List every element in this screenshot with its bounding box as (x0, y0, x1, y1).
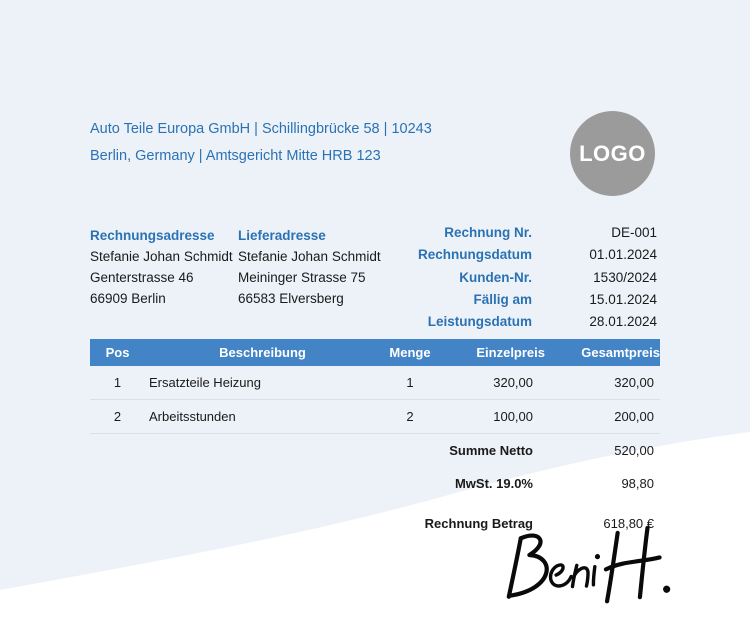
shipping-address-street: Meininger Strasse 75 (238, 270, 366, 285)
vat-value: 98,80 (621, 476, 654, 491)
vat-row (90, 467, 660, 500)
cell-description: Arbeitsstunden (145, 400, 380, 434)
shipping-address-name: Stefanie Johan Schmidt (238, 249, 381, 264)
invoice-number-value: DE-001 (611, 225, 657, 240)
signature-handwriting (490, 519, 683, 621)
meta-row-invoice-number (370, 225, 657, 247)
billing-address-city: 66909 Berlin (90, 291, 166, 306)
invoice-date-value: 01.01.2024 (589, 247, 657, 263)
cell-pos: 2 (90, 400, 145, 434)
net-total-row (90, 434, 660, 468)
meta-row-service-date (370, 314, 657, 336)
meta-row-customer-number (370, 270, 657, 292)
table-row (90, 366, 660, 400)
grand-total-label: Rechnung Betrag (424, 516, 533, 531)
due-date-label: Fällig am (473, 291, 532, 307)
net-total-label: Summe Netto (449, 443, 533, 458)
cell-total-price: 200,00 (545, 400, 660, 434)
cell-quantity: 1 (380, 366, 440, 400)
logo-text: LOGO (579, 140, 646, 166)
company-logo (570, 111, 655, 196)
col-header-total-price: Gesamtpreis (545, 339, 660, 366)
shipping-address (238, 225, 381, 309)
cell-total-price: 320,00 (545, 366, 660, 400)
shipping-address-city: 66583 Elversberg (238, 291, 344, 306)
company-info (90, 116, 432, 170)
col-header-description: Beschreibung (145, 339, 380, 366)
meta-row-due-date (370, 292, 657, 314)
billing-address-title: Rechnungsadresse (90, 228, 215, 243)
col-header-quantity: Menge (380, 339, 440, 366)
billing-address (90, 225, 233, 309)
due-date-value: 15.01.2024 (589, 291, 657, 307)
table-row (90, 400, 660, 434)
meta-row-invoice-date (370, 247, 657, 269)
invoice-meta (370, 225, 657, 336)
grand-total-value: 618,80 € (603, 516, 654, 531)
line-items-table (90, 339, 660, 540)
col-header-pos: Pos (90, 339, 145, 366)
customer-number-value: 1530/2024 (593, 269, 657, 285)
cell-quantity: 2 (380, 400, 440, 434)
net-total-value: 520,00 (614, 443, 654, 458)
table-header-row (90, 339, 660, 366)
signature (490, 519, 683, 626)
customer-number-label: Kunden-Nr. (459, 269, 532, 285)
service-date-value: 28.01.2024 (589, 314, 657, 330)
billing-address-name: Stefanie Johan Schmidt (90, 249, 233, 264)
cell-unit-price: 100,00 (440, 400, 545, 434)
invoice-date-label: Rechnungsdatum (417, 247, 532, 263)
company-line-2: Berlin, Germany | Amtsgericht Mitte HRB 123 (90, 148, 381, 164)
service-date-label: Leistungsdatum (427, 314, 532, 330)
cell-unit-price: 320,00 (440, 366, 545, 400)
cell-description: Ersatzteile Heizung (145, 366, 380, 400)
company-line-1: Auto Teile Europa GmbH | Schillingbrücke 58 | 10243 (90, 121, 432, 137)
vat-label: MwSt. 19.0% (454, 476, 533, 491)
invoice-number-label: Rechnung Nr. (444, 225, 532, 240)
cell-pos: 1 (90, 366, 145, 400)
col-header-unit-price: Einzelpreis (440, 339, 545, 366)
shipping-address-title: Lieferadresse (238, 228, 326, 243)
billing-address-street: Genterstrasse 46 (90, 270, 194, 285)
